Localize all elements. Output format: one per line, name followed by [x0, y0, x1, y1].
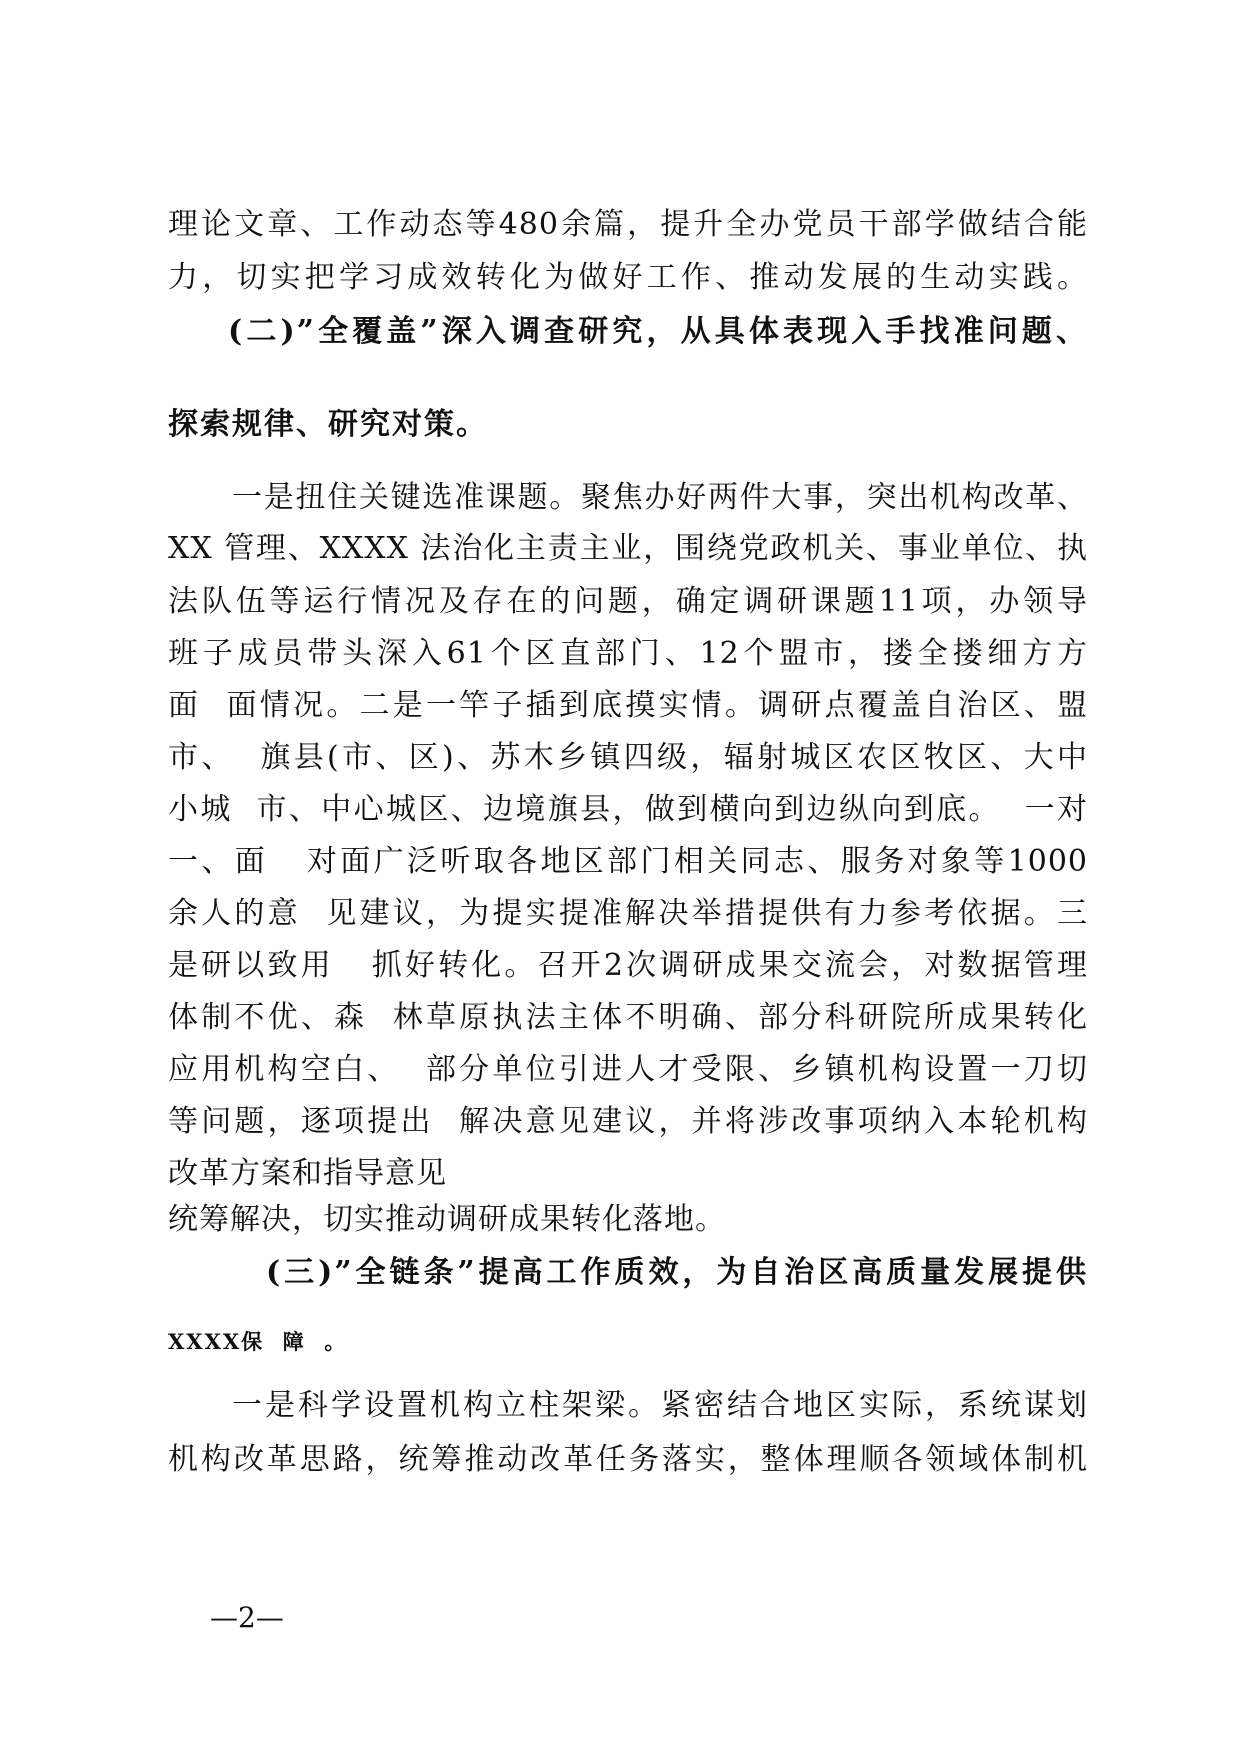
section-heading-2-continuation: 探索规律、研究对策。: [168, 407, 488, 442]
body-text-line: XX 管理、XXXX 法治化主责主业，围绕党政机关、事业单位、执: [168, 531, 1088, 566]
body-text-line: 法队伍等运行情况及存在的问题，确定调研课题11项，办领导: [168, 584, 1088, 619]
body-text-line: 体制不优、森 林草原执法主体不明确、部分科研院所成果转化: [168, 1000, 1088, 1035]
body-text-line: 力，切实把学习成效转化为做好工作、推动发展的生动实践。: [168, 260, 1088, 295]
body-text-line: 余人的意 见建议，为提实提准解决举措提供有力参考依据。三: [168, 896, 1088, 931]
body-text-line: 统筹解决，切实推动调研成果转化落地。: [168, 1202, 726, 1237]
body-text-line: 面 面情况。二是一竿子插到底摸实情。调研点覆盖自治区、盟: [168, 688, 1088, 723]
section-heading-3-continuation: XXXX保 障 。: [168, 1329, 348, 1354]
section-heading-2: (二)”全覆盖”深入调查研究，从具体表现入手找准问题、: [228, 314, 1088, 349]
body-text-line: 改革方案和指导意见: [168, 1156, 447, 1191]
body-text-line: 班子成员带头深入61个区直部门、12个盟市，搂全搂细方方: [168, 636, 1088, 671]
body-text-line: 应用机构空白、 部分单位引进人才受限、乡镇机构设置一刀切: [168, 1052, 1088, 1087]
body-text-line: 一、面 对面广泛听取各地区部门相关同志、服务对象等1000: [168, 844, 1088, 879]
body-text-line: 是研以致用 抓好转化。召开2次调研成果交流会，对数据管理: [168, 948, 1088, 983]
body-text-line: 理论文章、工作动态等480余篇，提升全办党员干部学做结合能: [168, 207, 1088, 242]
body-text-line: 等问题，逐项提出 解决意见建议，并将涉改事项纳入本轮机构: [168, 1104, 1088, 1139]
body-text-line: 机构改革思路，统筹推动改革任务落实，整体理顺各领域体制机: [168, 1442, 1088, 1477]
body-text-line: 小城 市、中心城区、边境旗县，做到横向到边纵向到底。 一对: [168, 792, 1088, 827]
section-heading-3: (三)”全链条”提高工作质效，为自治区高质量发展提供: [266, 1255, 1088, 1290]
body-text-line: 一是扭住关键选准课题。聚焦办好两件大事，突出机构改革、: [232, 480, 1088, 515]
body-text-line: 一是科学设置机构立柱架梁。紧密结合地区实际，系统谋划: [232, 1388, 1088, 1423]
body-text-line: 市、 旗县(市、区)、苏木乡镇四级，辐射城区农区牧区、大中: [168, 740, 1088, 775]
page-number: —2—: [210, 1601, 284, 1634]
